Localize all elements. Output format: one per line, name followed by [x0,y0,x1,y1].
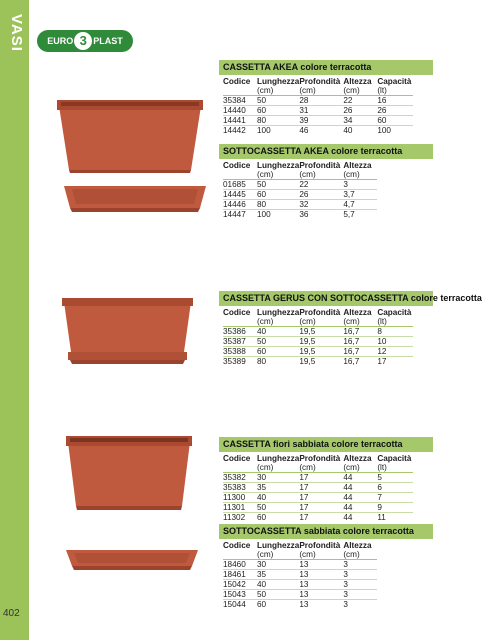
column-header: Profondità (cm) [299,161,341,179]
spec-table [223,541,377,609]
column-header: Altezza (cm) [343,161,372,179]
table-cell: 16 [377,96,413,106]
table-cell: 44 [343,473,377,483]
logo-number: 3 [74,32,92,50]
column-header: Codice [223,77,251,86]
table-cell: 7 [377,493,413,503]
table-row [223,126,413,136]
table-cell: 50 [257,590,299,600]
table-cell: 14440 [223,106,257,116]
column-header: Altezza (cm) [343,77,372,95]
brand-logo [37,30,133,52]
table-cell: 19,5 [299,347,343,357]
table-cell: 35386 [223,327,257,337]
table-cell: 19,5 [299,327,343,337]
table-cell: 50 [257,180,299,190]
table-cell: 13 [299,560,343,570]
table-cell: 8 [377,327,413,337]
table-cell: 3 [343,180,377,190]
table-cell: 3 [343,560,377,570]
table-cell: 01685 [223,180,257,190]
table-cell: 3 [343,600,377,610]
table-cell: 60 [257,600,299,610]
table-cell: 13 [299,590,343,600]
table-cell: 40 [257,327,299,337]
table-cell: 17 [299,473,343,483]
spec-table [223,161,377,219]
table-cell: 14441 [223,116,257,126]
logo-text-right: PLAST [93,36,123,46]
table-cell: 3,7 [343,190,377,200]
table-cell: 19,5 [299,337,343,347]
table-cell: 3 [343,570,377,580]
table-cell: 35389 [223,357,257,367]
column-header: Lunghezza (cm) [257,161,300,179]
table-cell: 60 [257,513,299,523]
planter-akea-image [55,96,205,176]
table-row [223,503,413,513]
table-cell: 40 [257,580,299,590]
table-cell: 11300 [223,493,257,503]
table-cell: 17 [299,503,343,513]
table-cell: 13 [299,600,343,610]
table-cell: 35383 [223,483,257,493]
table-cell: 26 [377,106,413,116]
planter-gerus-image [60,296,195,368]
column-header: Profondità (cm) [299,454,341,472]
table-cell: 32 [299,200,343,210]
product-sabbiata-saucer [219,524,433,609]
column-header: Lunghezza (cm) [257,308,300,326]
table-cell: 12 [377,347,413,357]
table-cell: 18460 [223,560,257,570]
planter-sabbiata-image [64,432,194,514]
product-title: SOTTOCASSETTA sabbiata colore terracotta [219,524,433,539]
product-akea-saucer [219,144,433,219]
column-header: Profondità (cm) [299,541,341,559]
logo-text-left: EURO [47,36,74,46]
table-cell: 13 [299,580,343,590]
table-row [223,483,413,493]
table-cell: 19,5 [299,357,343,367]
product-sabbiata [219,437,433,522]
table-cell: 11301 [223,503,257,513]
table-cell: 35 [257,483,299,493]
table-cell: 100 [257,126,299,136]
column-header: Lunghezza (cm) [257,77,300,95]
table-cell: 35382 [223,473,257,483]
table-cell: 14442 [223,126,257,136]
column-header: Profondità (cm) [299,308,341,326]
table-cell: 17 [299,483,343,493]
product-gerus [219,291,482,366]
table-cell: 3 [343,580,377,590]
table-cell: 22 [343,96,377,106]
table-cell: 10 [377,337,413,347]
table-cell: 14446 [223,200,257,210]
table-row [223,210,377,220]
table-cell: 15044 [223,600,257,610]
column-header: Codice [223,454,251,463]
table-cell: 44 [343,513,377,523]
table-cell: 50 [257,503,299,513]
table-cell: 60 [377,116,413,126]
column-header: Altezza (cm) [343,308,372,326]
table-cell: 80 [257,116,299,126]
column-header: Capacità (lt) [377,454,412,472]
table-cell: 40 [257,493,299,503]
table-row [223,96,413,106]
table-cell: 35 [257,570,299,580]
table-cell: 17 [299,513,343,523]
table-cell: 36 [299,210,343,220]
product-title: SOTTOCASSETTA AKEA colore terracotta [219,144,433,159]
product-title: CASSETTA GERUS CON SOTTOCASSETTA colore terracotta [219,291,433,306]
table-cell: 44 [343,503,377,513]
table-row [223,116,413,126]
column-header: Altezza (cm) [343,454,372,472]
table-cell: 15042 [223,580,257,590]
table-cell: 34 [343,116,377,126]
table-cell: 30 [257,473,299,483]
table-cell: 35384 [223,96,257,106]
table-cell: 35388 [223,347,257,357]
column-header: Codice [223,541,251,550]
table-row [223,513,413,523]
table-row [223,600,377,610]
table-cell: 17 [377,357,413,367]
table-cell: 16,7 [343,327,377,337]
column-header: Altezza (cm) [343,541,372,559]
table-cell: 16,7 [343,357,377,367]
product-title: CASSETTA AKEA colore terracotta [219,60,433,75]
table-cell: 5,7 [343,210,377,220]
table-row [223,570,377,580]
table-row [223,473,413,483]
table-row [223,200,377,210]
table-row [223,580,377,590]
table-cell: 80 [257,200,299,210]
table-cell: 16,7 [343,347,377,357]
column-header: Capacità (lt) [377,308,412,326]
table-row [223,590,377,600]
table-cell: 80 [257,357,299,367]
product-akea [219,60,433,135]
spec-table [223,77,413,135]
spec-table [223,308,413,366]
page-number: 402 [3,608,20,619]
table-row [223,560,377,570]
spec-table [223,454,413,522]
table-cell: 39 [299,116,343,126]
table-row [223,493,413,503]
table-cell: 60 [257,190,299,200]
table-cell: 17 [299,493,343,503]
product-title: CASSETTA fiori sabbiata colore terracotta [219,437,433,452]
column-header: Codice [223,161,251,170]
table-cell: 4,7 [343,200,377,210]
table-cell: 11302 [223,513,257,523]
column-header: Profondità (cm) [299,77,341,95]
table-cell: 16,7 [343,337,377,347]
table-cell: 30 [257,560,299,570]
table-cell: 50 [257,337,299,347]
table-cell: 46 [299,126,343,136]
table-cell: 44 [343,493,377,503]
side-bar [0,0,29,640]
column-header: Codice [223,308,251,317]
table-row [223,180,377,190]
table-cell: 11 [377,513,413,523]
section-title: VASI [8,14,25,52]
table-cell: 100 [377,126,413,136]
saucer-sabbiata-image [62,544,202,574]
table-cell: 31 [299,106,343,116]
table-cell: 28 [299,96,343,106]
table-cell: 6 [377,483,413,493]
table-row [223,337,413,347]
table-cell: 14447 [223,210,257,220]
table-cell: 44 [343,483,377,493]
table-cell: 22 [299,180,343,190]
table-cell: 5 [377,473,413,483]
table-cell: 60 [257,347,299,357]
table-cell: 40 [343,126,377,136]
table-cell: 15043 [223,590,257,600]
table-cell: 100 [257,210,299,220]
table-cell: 26 [343,106,377,116]
column-header: Lunghezza (cm) [257,454,300,472]
table-cell: 60 [257,106,299,116]
table-cell: 13 [299,570,343,580]
table-cell: 14445 [223,190,257,200]
saucer-akea-image [60,178,210,218]
table-cell: 9 [377,503,413,513]
table-cell: 50 [257,96,299,106]
table-row [223,190,377,200]
table-cell: 3 [343,590,377,600]
table-cell: 18461 [223,570,257,580]
table-cell: 26 [299,190,343,200]
table-row [223,357,413,367]
table-row [223,347,413,357]
column-header: Capacità (lt) [377,77,412,95]
column-header: Lunghezza (cm) [257,541,300,559]
table-cell: 35387 [223,337,257,347]
table-row [223,106,413,116]
table-row [223,327,413,337]
